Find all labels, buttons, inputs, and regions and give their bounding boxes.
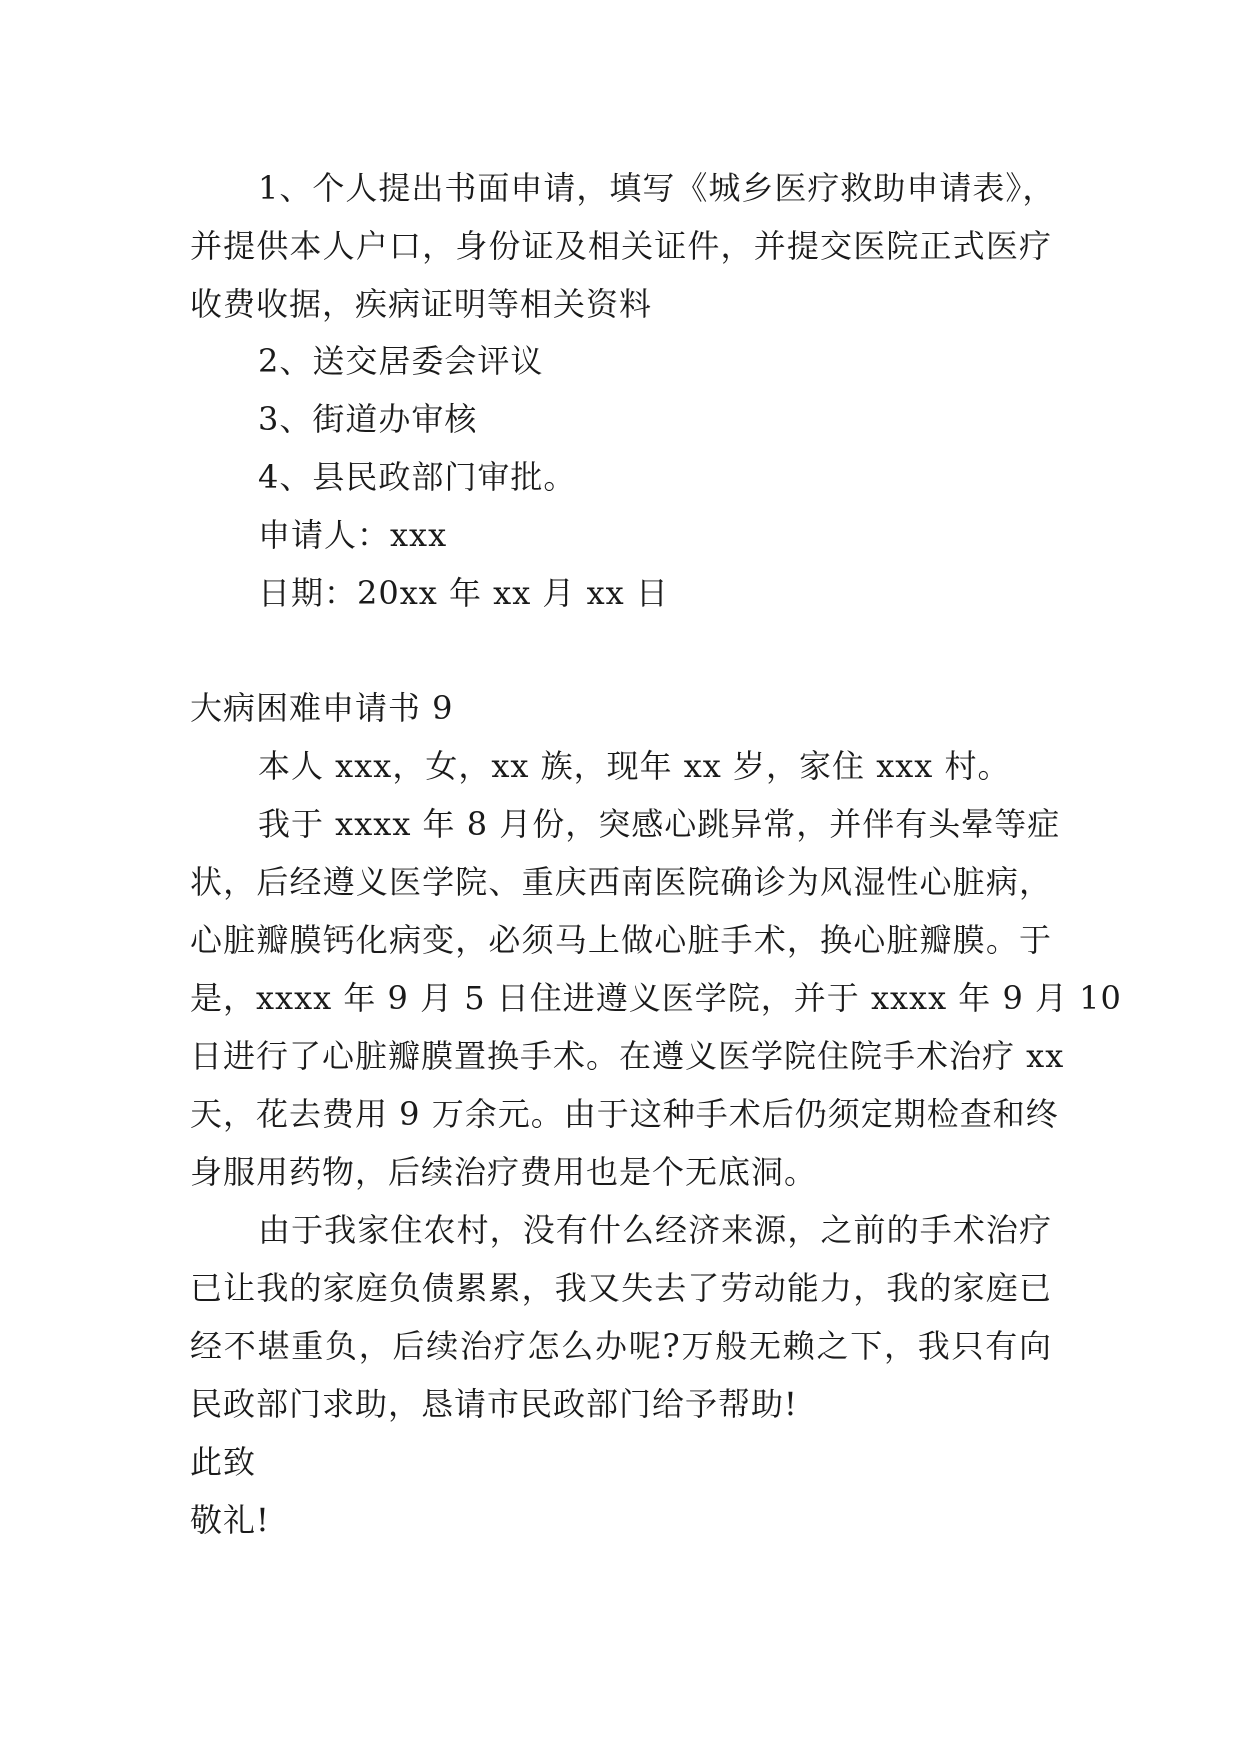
paragraph-1-line: 日进行了心脏瓣膜置换手术。在遵义医学院住院手术治疗 xx: [190, 1037, 1065, 1075]
step-3: 3、街道办审核: [258, 400, 478, 438]
paragraph-2-line: 民政部门求助，恳请市民政部门给予帮助!: [190, 1385, 798, 1423]
paragraph-2-line: 由于我家住农村，没有什么经济来源，之前的手术治疗: [258, 1211, 1052, 1249]
paragraph-2-line: 经不堪重负，后续治疗怎么办呢?万般无赖之下，我只有向: [190, 1327, 1052, 1365]
step-2: 2、送交居委会评议: [258, 342, 544, 380]
paragraph-1-line: 心脏瓣膜钙化病变，必须马上做心脏手术，换心脏瓣膜。于: [190, 921, 1052, 959]
closing-line: 此致: [190, 1443, 257, 1481]
paragraph-1-line: 状，后经遵义医学院、重庆西南医院确诊为风湿性心脏病，: [190, 863, 1052, 901]
date-line: 日期：20xx 年 xx 月 xx 日: [258, 574, 669, 612]
closing-salute: 敬礼!: [190, 1501, 270, 1539]
step-1-line-1: 1、个人提出书面申请，填写《城乡医疗救助申请表》，: [258, 169, 1056, 207]
paragraph-1-line: 是，xxxx 年 9 月 5 日住进遵义医学院，并于 xxxx 年 9 月 10: [190, 979, 1122, 1017]
paragraph-1-line: 我于 xxxx 年 8 月份，突感心跳异常，并伴有头晕等症: [258, 805, 1061, 843]
step-1-line-3: 收费收据，疾病证明等相关资料: [190, 285, 653, 323]
paragraph-2-line: 已让我的家庭负债累累，我又失去了劳动能力，我的家庭已: [190, 1269, 1052, 1307]
applicant-line: 申请人：xxx: [258, 516, 448, 554]
step-1-line-2: 并提供本人户口，身份证及相关证件，并提交医院正式医疗: [190, 227, 1052, 265]
step-4: 4、县民政部门审批。: [258, 458, 577, 496]
intro-line: 本人 xxx，女，xx 族，现年 xx 岁，家住 xxx 村。: [258, 747, 1011, 785]
letter-title: 大病困难申请书 9: [190, 689, 454, 727]
paragraph-1-line: 天，花去费用 9 万余元。由于这种手术后仍须定期检查和终: [190, 1095, 1059, 1133]
paragraph-1-line: 身服用药物，后续治疗费用也是个无底洞。: [190, 1153, 818, 1191]
